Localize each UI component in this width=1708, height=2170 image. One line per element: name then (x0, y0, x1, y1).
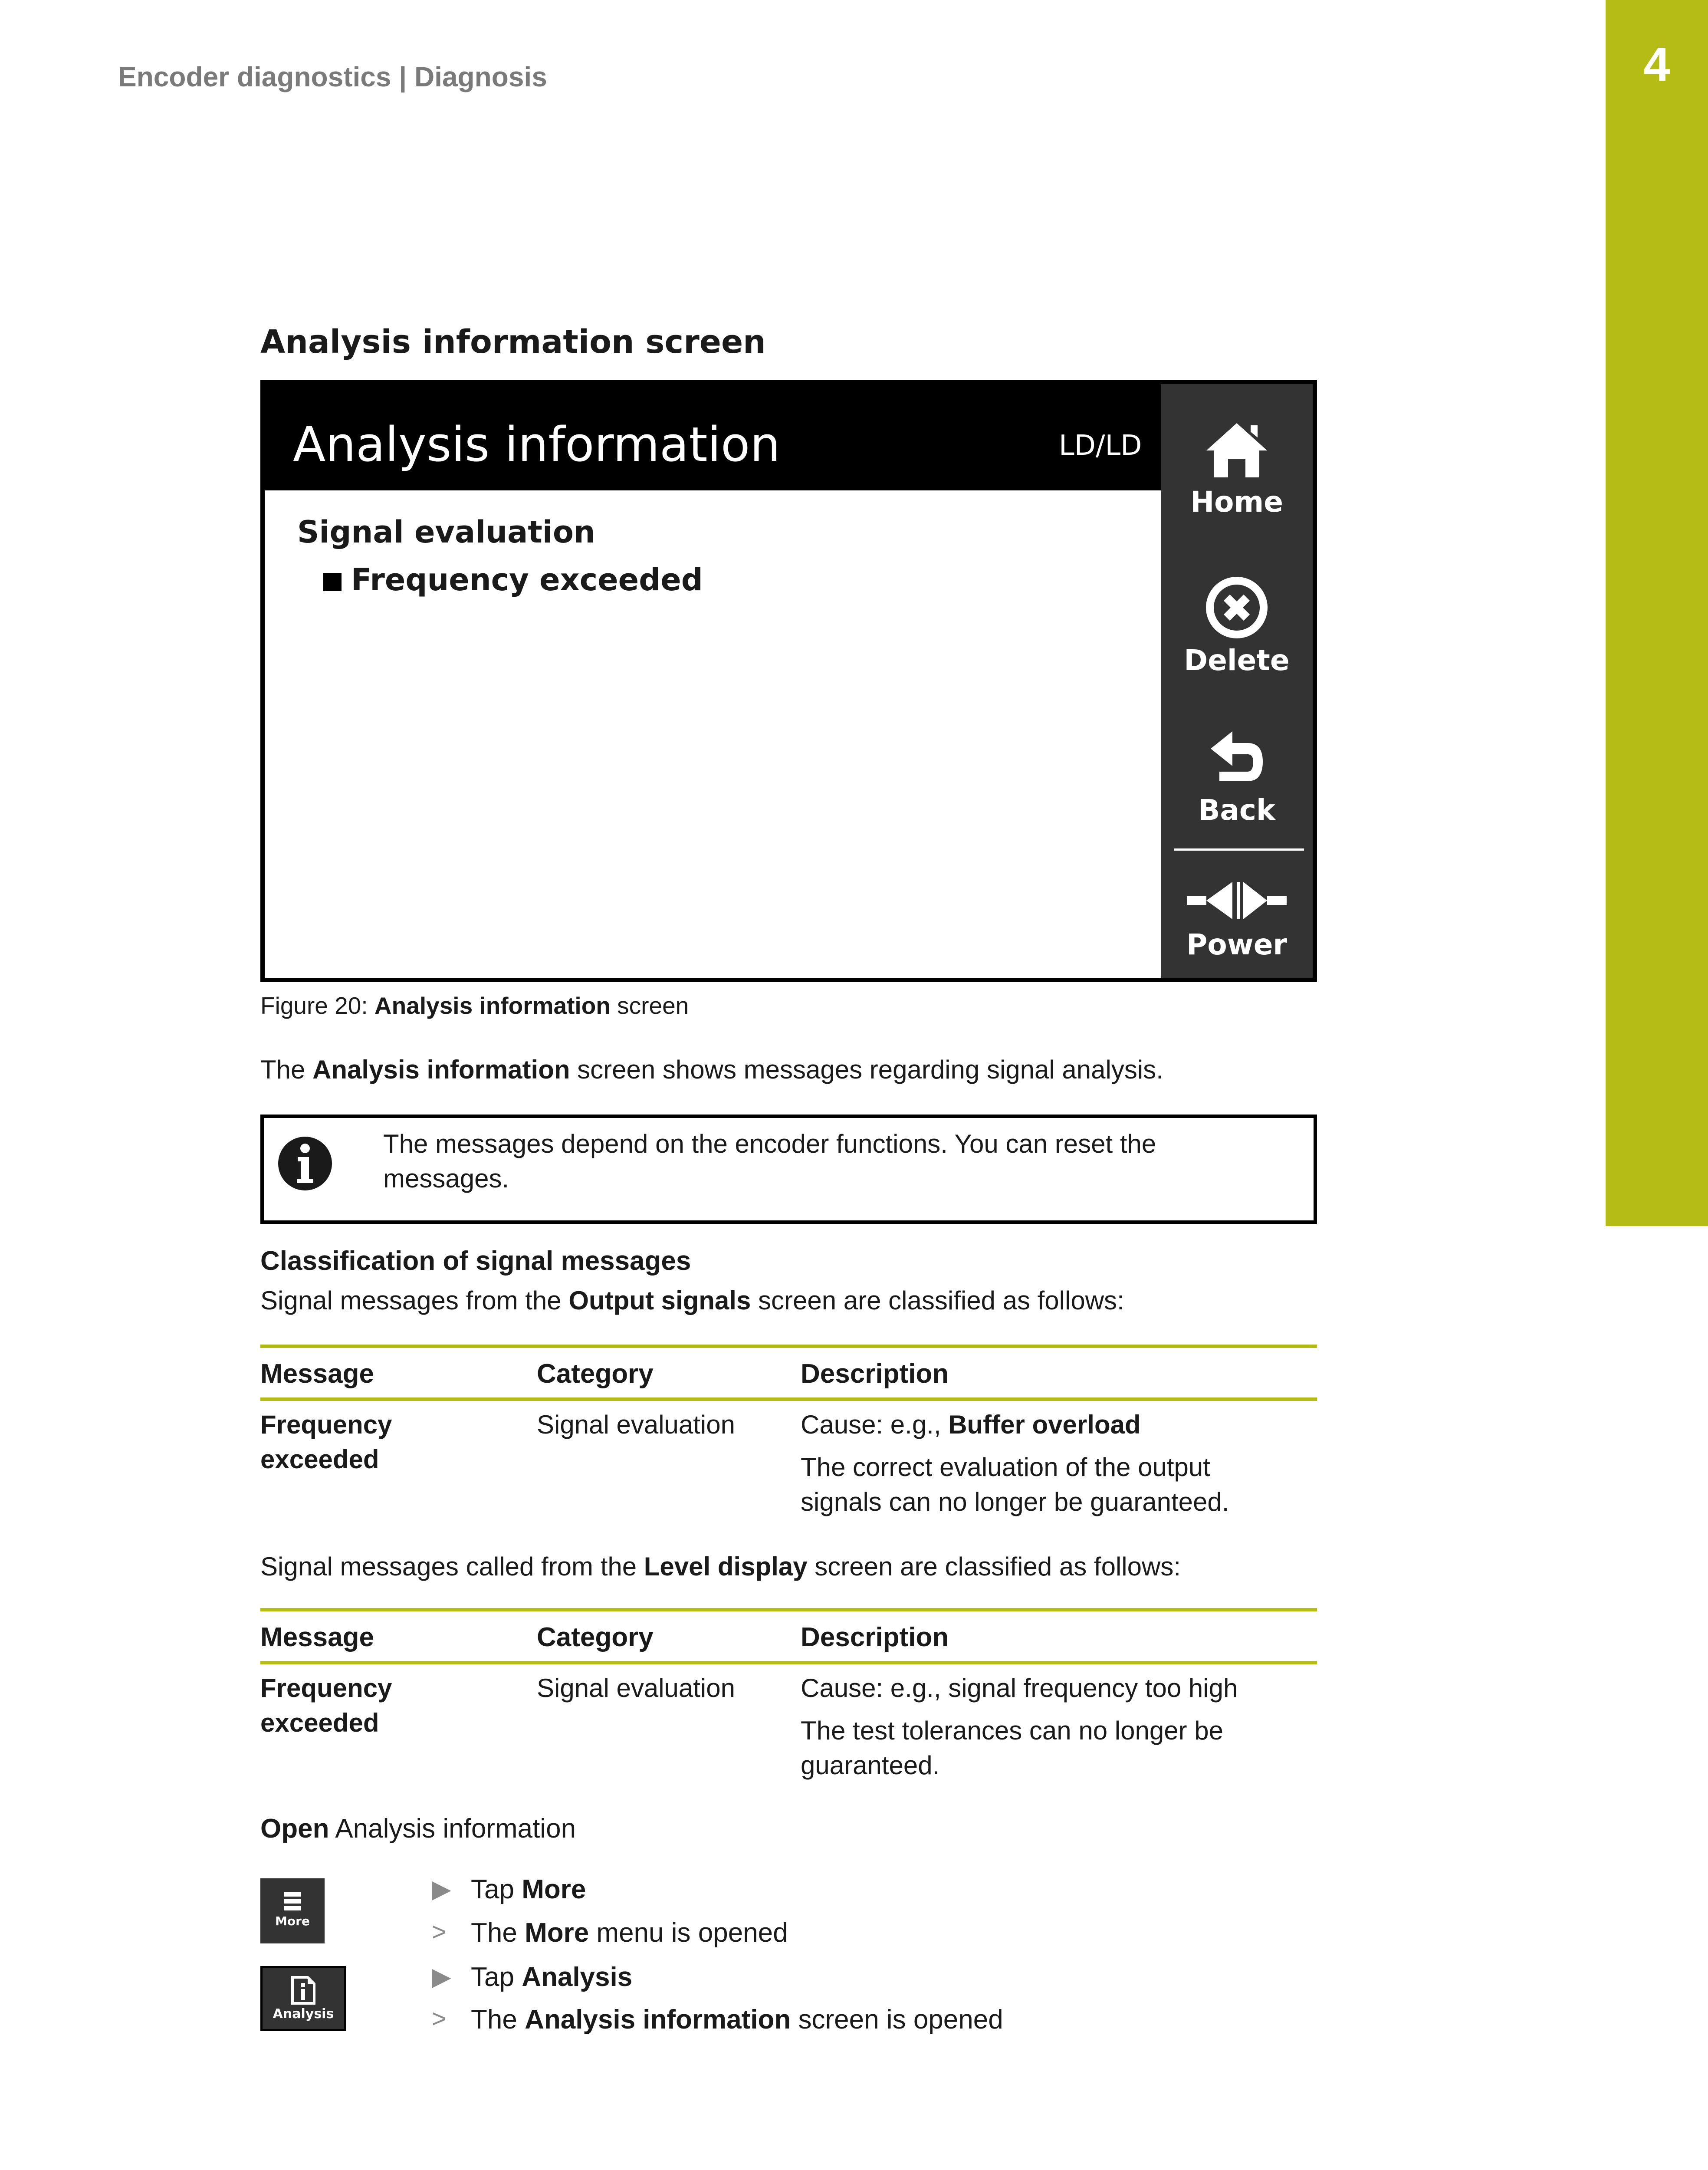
more-tile[interactable] (260, 1878, 325, 1943)
open-procedure-heading (260, 1813, 576, 1844)
home-icon (1202, 417, 1271, 482)
table-rule-top (260, 1345, 1317, 1348)
col-header-message: Message (260, 1359, 374, 1389)
step-suffix: screen is opened (791, 2005, 1003, 2035)
cell-message: Frequency exceeded (260, 1410, 392, 1474)
level-intro-prefix: Signal messages called from the (260, 1552, 644, 1581)
signal-item-label: Frequency exceeded (351, 562, 703, 598)
cell-cause (801, 1407, 1317, 1442)
back-label: Back (1198, 793, 1275, 827)
caption-bold: Analysis information (374, 992, 611, 1019)
intro-paragraph (260, 1055, 1163, 1085)
class-intro-prefix: Signal messages from the (260, 1286, 569, 1315)
intro-prefix: The (260, 1055, 313, 1084)
info-document-icon (290, 1976, 316, 2005)
section-title: Analysis information screen (260, 323, 766, 361)
info-icon (277, 1135, 333, 1192)
cause-prefix: Cause: e.g., (801, 1410, 949, 1439)
intro-suffix: screen shows messages regarding signal analysis. (570, 1055, 1163, 1084)
screen-title: Analysis information (293, 417, 781, 472)
signal-heading: Signal evaluation (297, 514, 595, 550)
table-rule-top (260, 1608, 1317, 1611)
classification-intro (260, 1286, 1124, 1315)
cause-bold: Buffer overload (948, 1410, 1141, 1439)
class-intro-suffix: screen are classified as follows: (751, 1286, 1124, 1315)
home-label: Home (1190, 485, 1284, 519)
col-header-description: Description (801, 1622, 949, 1652)
col-header-description: Description (801, 1359, 949, 1389)
level-intro-bold: Level display (644, 1552, 808, 1581)
step-tap-analysis (432, 1962, 633, 1992)
caption-suffix: screen (610, 992, 689, 1019)
level-display-intro (260, 1552, 1181, 1581)
step-bold: Analysis (522, 1962, 633, 1992)
analysis-tile[interactable] (260, 1966, 346, 2031)
figure-caption (260, 992, 689, 1019)
back-button[interactable] (1161, 725, 1313, 827)
output-signals-table (260, 1345, 1317, 1531)
step-bold: Analysis information (525, 2005, 791, 2035)
power-plug-icon (1185, 877, 1289, 924)
step-prefix: Tap (471, 1962, 522, 1992)
col-header-category: Category (537, 1359, 654, 1389)
level-display-table (260, 1608, 1317, 1795)
power-label: Power (1186, 928, 1287, 961)
power-button[interactable] (1161, 877, 1313, 961)
menu-lines-icon (282, 1891, 303, 1911)
step-prefix: The (471, 1918, 525, 1948)
cell-category: Signal evaluation (537, 1674, 736, 1703)
cell-message: Frequency exceeded (260, 1674, 392, 1737)
step-result-icon: > (432, 2005, 447, 2033)
home-button[interactable] (1161, 417, 1313, 519)
analysis-tile-label: Analysis (273, 2006, 334, 2022)
intro-bold: Analysis information (312, 1055, 570, 1084)
delete-label: Delete (1184, 644, 1290, 677)
col-header-message: Message (260, 1622, 374, 1652)
back-arrow-icon (1202, 725, 1271, 790)
delete-button[interactable] (1161, 575, 1313, 677)
chapter-tab (1606, 0, 1708, 1226)
more-tile-label: More (275, 1914, 310, 1928)
step-prefix: The (471, 2005, 525, 2035)
step-suffix: menu is opened (589, 1918, 788, 1948)
step-result-analysis (432, 2004, 1003, 2035)
cell-category: Signal evaluation (537, 1410, 736, 1439)
screen-title-bar (265, 384, 1161, 490)
table-rule-header (260, 1397, 1317, 1401)
side-panel (1161, 384, 1313, 978)
step-action-icon: ▶ (432, 1875, 451, 1903)
open-heading-rest: Analysis information (329, 1814, 576, 1844)
step-bold: More (525, 1918, 589, 1948)
level-intro-suffix: screen are classified as follows: (807, 1552, 1181, 1581)
side-panel-divider (1174, 848, 1304, 851)
caption-prefix: Figure 20: (260, 992, 374, 1019)
running-header: Encoder diagnostics | Diagnosis (118, 61, 547, 92)
step-prefix: Tap (471, 1874, 522, 1904)
signal-item (323, 562, 703, 598)
step-result-more (432, 1917, 788, 1948)
chapter-number: 4 (1643, 38, 1670, 91)
bullet-square-icon (323, 573, 342, 591)
step-result-icon: > (432, 1918, 447, 1946)
step-bold: More (522, 1874, 586, 1904)
open-heading-bold: Open (260, 1814, 329, 1844)
cell-detail: The correct evaluation of the output signals can no longer be guaranteed. (801, 1453, 1229, 1516)
cell-detail: The test tolerances can no longer be guaranteed. (801, 1716, 1223, 1780)
screen-mode: LD/LD (1059, 430, 1142, 462)
delete-circle-x-icon (1202, 575, 1271, 640)
table-rule-header (260, 1661, 1317, 1664)
step-action-icon: ▶ (432, 1963, 451, 1991)
class-intro-bold: Output signals (568, 1286, 751, 1315)
col-header-category: Category (537, 1622, 654, 1652)
device-screenshot (260, 380, 1317, 982)
classification-heading: Classification of signal messages (260, 1246, 691, 1276)
note-box (260, 1115, 1317, 1224)
cell-cause: Cause: e.g., signal frequency too high (801, 1674, 1238, 1703)
step-tap-more (432, 1874, 586, 1905)
note-text: The messages depend on the encoder functions. You can reset the messages. (383, 1129, 1156, 1193)
